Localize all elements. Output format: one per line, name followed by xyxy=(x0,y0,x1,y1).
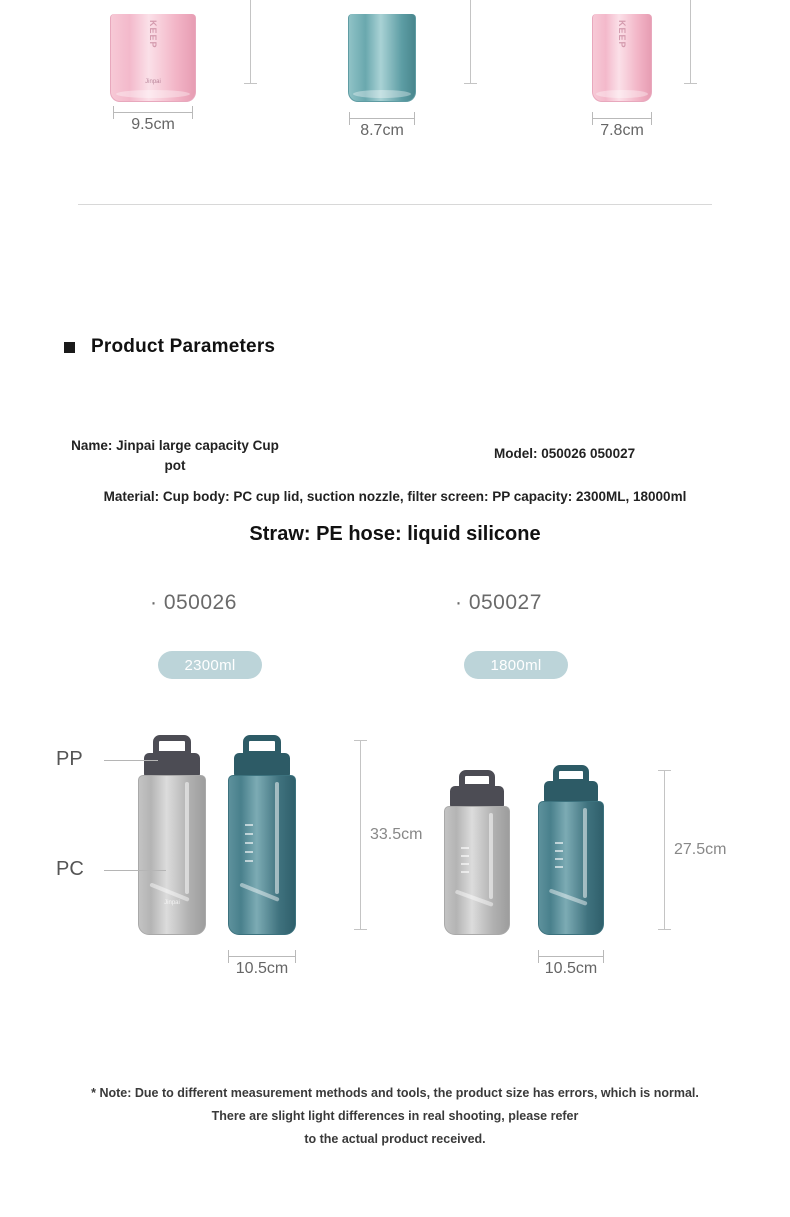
height-label-050027: 27.5cm xyxy=(674,841,727,858)
capacity-badge-050026: 2300ml xyxy=(158,651,262,679)
bottle-cap xyxy=(544,781,598,803)
width-dimension-050027 xyxy=(538,948,604,977)
bottle-body xyxy=(228,775,296,935)
bottle-brand-mark: Jinpai xyxy=(164,900,180,906)
top-height-dimension-3 xyxy=(678,0,704,84)
straw-vertical xyxy=(583,808,587,898)
callout-label-pp: PP xyxy=(56,748,83,770)
dimension-bar xyxy=(538,956,604,957)
bottle-050026-teal xyxy=(228,735,296,935)
bottle-body xyxy=(592,14,652,102)
dimension-tick-bottom xyxy=(464,83,477,84)
bottle-base-highlight xyxy=(596,90,647,98)
dimension-tick-top xyxy=(658,770,671,771)
straw-vertical xyxy=(275,782,279,894)
square-bullet-icon xyxy=(64,342,75,353)
top-width-label-1: 9.5cm xyxy=(131,116,175,133)
bottle-base-highlight xyxy=(116,90,190,98)
measurement-scale xyxy=(461,847,469,873)
top-width-label-3: 7.8cm xyxy=(600,122,644,139)
bottle-050027-teal xyxy=(538,765,604,935)
bottle-body xyxy=(110,14,196,102)
top-width-dimension-1 xyxy=(113,104,193,133)
page-title: Product Parameters xyxy=(91,336,276,357)
bottle-decor-text: KEEP xyxy=(617,20,627,49)
section-divider xyxy=(78,204,712,205)
footnote-line-3: to the actual product received. xyxy=(304,1132,486,1147)
dimension-bar xyxy=(360,740,361,930)
bottle-body xyxy=(444,806,510,935)
model-label-050026: · 050026 xyxy=(150,591,237,614)
top-height-dimension-2 xyxy=(458,0,484,84)
param-name-value: Name: Jinpai large capacity Cup pot xyxy=(71,438,279,473)
bottle-base-highlight xyxy=(353,90,411,98)
footnote xyxy=(0,1082,790,1151)
bottle-body xyxy=(138,775,206,935)
top-width-label-2: 8.7cm xyxy=(360,122,404,139)
width-label-050026: 10.5cm xyxy=(235,960,289,977)
bottle-body xyxy=(348,14,416,102)
dimension-bar xyxy=(470,0,471,84)
top-width-dimension-3 xyxy=(592,110,652,139)
capacity-badge-050027: 1800ml xyxy=(464,651,568,679)
straw-diagonal xyxy=(455,889,494,906)
dimension-bar xyxy=(592,118,652,119)
model-label-050027: · 050027 xyxy=(455,591,542,614)
dimension-tick-bottom xyxy=(244,83,257,84)
straw-diagonal xyxy=(149,882,189,901)
top-bottle-2 xyxy=(348,14,416,102)
callout-leader-pp xyxy=(104,760,158,761)
top-bottle-comparison xyxy=(0,0,790,210)
param-straw-value: Straw: PE hose: liquid silicone xyxy=(249,523,541,545)
width-label-050027: 10.5cm xyxy=(544,960,598,977)
dimension-bar xyxy=(250,0,251,84)
straw-vertical xyxy=(489,813,493,899)
height-label-050026: 33.5cm xyxy=(370,826,423,843)
straw-vertical xyxy=(185,782,189,894)
dimension-bar xyxy=(113,112,193,113)
dimension-tick-bottom xyxy=(354,929,367,930)
straw-diagonal xyxy=(549,888,588,905)
param-model-value: Model: 050026 050027 xyxy=(494,446,636,461)
dimension-tick-top xyxy=(354,740,367,741)
bottle-050026-gray xyxy=(138,735,206,935)
top-height-dimension-1 xyxy=(238,0,264,84)
bottle-cap xyxy=(450,786,504,808)
bottle-cap xyxy=(234,753,290,777)
bottle-cap xyxy=(144,753,200,777)
param-material-value: Material: Cup body: PC cup lid, suction nozzle, filter screen: PP capacity: 2300ML, 18000ml xyxy=(103,489,687,504)
bottle-body xyxy=(538,801,604,935)
height-dimension-050026 xyxy=(348,740,423,930)
callout-leader-pc xyxy=(104,870,166,871)
measurement-scale xyxy=(555,842,563,868)
section-heading xyxy=(64,336,275,358)
footnote-line-1: * Note: Due to different measurement methods and tools, the product size has errors, which is normal. xyxy=(91,1086,699,1100)
dimension-tick-bottom xyxy=(684,83,697,84)
dimension-tick-bottom xyxy=(658,929,671,930)
top-bottle-3 xyxy=(592,14,652,102)
dimension-bar xyxy=(664,770,665,930)
footnote-line-2: There are slight light differences in real shooting, please refer xyxy=(211,1109,579,1124)
dimension-bar xyxy=(349,118,415,119)
bottle-050027-gray xyxy=(444,770,510,935)
dimension-bar xyxy=(690,0,691,84)
bottle-brand-mark: Jinpai xyxy=(145,79,161,85)
height-dimension-050027 xyxy=(652,770,727,930)
dimension-bar xyxy=(228,956,296,957)
width-dimension-050026 xyxy=(228,948,296,977)
top-bottle-1 xyxy=(110,14,196,102)
bottle-decor-text: KEEP xyxy=(148,20,158,49)
callout-label-pc: PC xyxy=(56,858,84,880)
top-width-dimension-2 xyxy=(349,110,415,139)
straw-diagonal xyxy=(239,882,279,901)
measurement-scale xyxy=(245,824,253,862)
